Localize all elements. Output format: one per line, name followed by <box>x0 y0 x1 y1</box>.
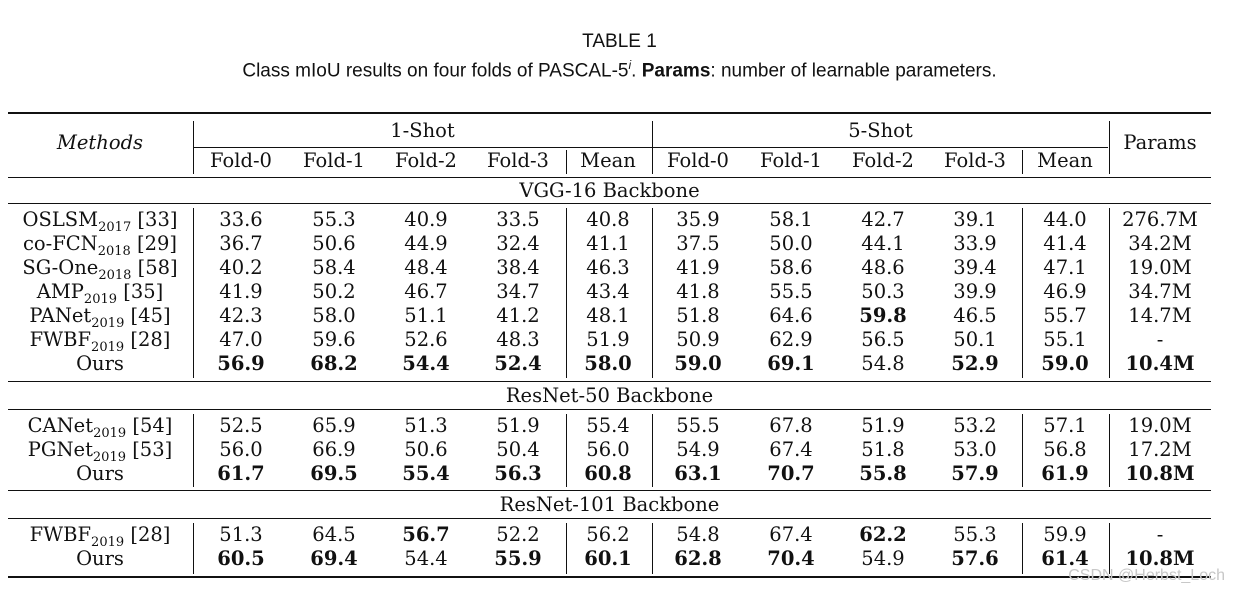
value-cell: 37.5 <box>676 232 720 255</box>
value-cell: 48.1 <box>586 304 630 327</box>
value-cell: 53.2 <box>953 414 997 437</box>
value-cell: 61.7 <box>217 462 265 485</box>
value-cell: 55.5 <box>769 280 813 303</box>
vrule <box>193 208 194 378</box>
method-ref: [28] <box>124 328 171 351</box>
value-cell: 35.9 <box>676 208 720 231</box>
method-label: SG-One <box>22 256 99 279</box>
value-cell: 41.9 <box>219 280 263 303</box>
header-params: Params <box>1123 131 1197 154</box>
value-cell: 48.6 <box>861 256 905 279</box>
value-cell: 54.9 <box>861 547 905 570</box>
header-column: Fold-2 <box>395 149 457 172</box>
value-cell: 55.3 <box>953 523 997 546</box>
method-ref: [33] <box>131 208 178 231</box>
value-cell: 33.9 <box>953 232 997 255</box>
value-cell: 41.1 <box>586 232 630 255</box>
value-cell: 50.3 <box>861 280 905 303</box>
value-cell: 55.4 <box>586 414 630 437</box>
method-label: FWBF <box>29 328 92 351</box>
value-cell: 39.1 <box>953 208 997 231</box>
params-cell: - <box>1156 328 1164 351</box>
method-year: 2019 <box>93 425 127 441</box>
value-cell: 61.4 <box>1041 547 1089 570</box>
value-cell: 40.2 <box>219 256 263 279</box>
section-title: ResNet-101 Backbone <box>499 493 720 516</box>
value-cell: 50.1 <box>953 328 997 351</box>
caption-text-end: : number of learnable parameters. <box>710 60 997 82</box>
method-ref: [29] <box>130 232 178 255</box>
value-cell: 41.4 <box>1043 232 1087 255</box>
value-cell: 60.1 <box>584 547 632 570</box>
value-cell: 50.4 <box>496 438 540 461</box>
value-cell: 56.0 <box>219 438 263 461</box>
caption-superscript: i <box>628 58 632 72</box>
value-cell: 44.9 <box>404 232 448 255</box>
value-cell: 66.9 <box>312 438 356 461</box>
value-cell: 42.3 <box>219 304 263 327</box>
header-column: Mean <box>580 149 636 172</box>
value-cell: 55.1 <box>1043 328 1087 351</box>
header-methods: Methods <box>56 131 144 154</box>
value-cell: 56.9 <box>217 352 265 375</box>
rule-bottom <box>8 576 1211 578</box>
header-column: Fold-3 <box>487 149 549 172</box>
value-cell: 52.2 <box>496 523 540 546</box>
value-cell: 48.3 <box>496 328 540 351</box>
method-year: 2019 <box>92 449 126 465</box>
value-cell: 55.4 <box>402 462 450 485</box>
method-label: Ours <box>76 547 124 570</box>
value-cell: 43.4 <box>586 280 630 303</box>
value-cell: 52.6 <box>404 328 448 351</box>
value-cell: 56.3 <box>494 462 542 485</box>
rule-top <box>8 112 1211 114</box>
params-cell: 19.0M <box>1128 256 1192 279</box>
value-cell: 51.8 <box>861 438 905 461</box>
value-cell: 51.8 <box>676 304 720 327</box>
method-label: PGNet <box>27 438 93 461</box>
value-cell: 55.3 <box>312 208 356 231</box>
value-cell: 48.4 <box>404 256 448 279</box>
value-cell: 55.9 <box>494 547 542 570</box>
value-cell: 46.9 <box>1043 280 1087 303</box>
method-ref: [58] <box>131 256 178 279</box>
method-ref: [53] <box>126 438 173 461</box>
value-cell: 58.4 <box>312 256 356 279</box>
value-cell: 42.7 <box>861 208 905 231</box>
params-cell: 276.7M <box>1122 208 1198 231</box>
method-name <box>8 547 192 571</box>
method-label: FWBF <box>29 523 92 546</box>
value-cell: 58.6 <box>769 256 813 279</box>
value-cell: 54.8 <box>676 523 720 546</box>
value-cell: 33.5 <box>496 208 540 231</box>
value-cell: 50.6 <box>312 232 356 255</box>
method-year: 2019 <box>91 534 125 550</box>
value-cell: 44.0 <box>1043 208 1087 231</box>
method-name <box>8 352 192 376</box>
method-label: co-FCN <box>22 232 98 255</box>
params-cell: 34.2M <box>1128 232 1192 255</box>
header-column: Fold-0 <box>210 149 272 172</box>
caption-text: Class mIoU results on four folds of PASCAL-5 <box>242 60 629 82</box>
value-cell: 57.6 <box>951 547 999 570</box>
params-cell: 10.8M <box>1125 462 1195 485</box>
params-cell: 10.4M <box>1125 352 1195 375</box>
value-cell: 64.6 <box>769 304 813 327</box>
value-cell: 56.8 <box>1043 438 1087 461</box>
method-year: 2019 <box>91 339 125 355</box>
params-cell: 34.7M <box>1128 280 1192 303</box>
value-cell: 54.4 <box>404 547 448 570</box>
method-year: 2017 <box>98 219 132 235</box>
value-cell: 60.5 <box>217 547 265 570</box>
value-cell: 56.7 <box>402 523 450 546</box>
rule-r50 <box>8 381 1211 382</box>
value-cell: 57.9 <box>951 462 999 485</box>
rule-vgg-head <box>8 203 1211 204</box>
value-cell: 53.0 <box>953 438 997 461</box>
vrule <box>193 523 194 574</box>
value-cell: 47.1 <box>1043 256 1087 279</box>
value-cell: 62.2 <box>859 523 907 546</box>
watermark: CSDN @Herbst_Loch <box>1068 567 1225 584</box>
value-cell: 57.1 <box>1043 414 1087 437</box>
value-cell: 59.6 <box>312 328 356 351</box>
rule-r50-head <box>8 409 1211 410</box>
value-cell: 51.9 <box>861 414 905 437</box>
value-cell: 51.9 <box>586 328 630 351</box>
value-cell: 58.0 <box>312 304 356 327</box>
value-cell: 51.1 <box>404 304 448 327</box>
value-cell: 70.4 <box>767 547 815 570</box>
vrule <box>652 208 653 378</box>
value-cell: 46.5 <box>953 304 997 327</box>
value-cell: 44.1 <box>861 232 905 255</box>
value-cell: 54.4 <box>402 352 450 375</box>
method-label: Ours <box>76 352 124 375</box>
value-cell: 54.9 <box>676 438 720 461</box>
value-cell: 40.8 <box>586 208 630 231</box>
value-cell: 59.9 <box>1043 523 1087 546</box>
params-cell: - <box>1156 523 1164 546</box>
value-cell: 41.9 <box>676 256 720 279</box>
value-cell: 55.5 <box>676 414 720 437</box>
vrule <box>193 414 194 487</box>
value-cell: 41.2 <box>496 304 540 327</box>
method-year: 2018 <box>98 267 132 283</box>
header-column: Mean <box>1037 149 1093 172</box>
value-cell: 50.9 <box>676 328 720 351</box>
value-cell: 52.4 <box>494 352 542 375</box>
method-ref: [45] <box>124 304 171 327</box>
rule-r101-head <box>8 518 1211 519</box>
value-cell: 70.7 <box>767 462 815 485</box>
params-cell: 10.8M <box>1125 547 1195 570</box>
value-cell: 50.2 <box>312 280 356 303</box>
value-cell: 32.4 <box>496 232 540 255</box>
value-cell: 38.4 <box>496 256 540 279</box>
value-cell: 34.7 <box>496 280 540 303</box>
value-cell: 67.8 <box>769 414 813 437</box>
value-cell: 59.0 <box>674 352 722 375</box>
table-caption <box>0 54 1239 82</box>
method-label: Ours <box>76 462 124 485</box>
method-label: AMP <box>36 280 84 303</box>
value-cell: 51.9 <box>496 414 540 437</box>
value-cell: 58.1 <box>769 208 813 231</box>
header-column: Fold-3 <box>944 149 1006 172</box>
value-cell: 56.0 <box>586 438 630 461</box>
value-cell: 62.9 <box>769 328 813 351</box>
value-cell: 60.8 <box>584 462 632 485</box>
value-cell: 69.5 <box>310 462 358 485</box>
header-1-shot: 1-Shot <box>390 119 455 142</box>
method-label: PANet <box>29 304 92 327</box>
value-cell: 46.3 <box>586 256 630 279</box>
vrule <box>652 523 653 574</box>
value-cell: 52.5 <box>219 414 263 437</box>
value-cell: 69.4 <box>310 547 358 570</box>
method-ref: [54] <box>126 414 173 437</box>
vrule <box>652 414 653 487</box>
value-cell: 46.7 <box>404 280 448 303</box>
method-year: 2018 <box>97 243 131 259</box>
params-cell: 19.0M <box>1128 414 1192 437</box>
value-cell: 61.9 <box>1041 462 1089 485</box>
value-cell: 36.7 <box>219 232 263 255</box>
value-cell: 56.5 <box>861 328 905 351</box>
value-cell: 47.0 <box>219 328 263 351</box>
value-cell: 58.0 <box>584 352 632 375</box>
value-cell: 65.9 <box>312 414 356 437</box>
params-cell: 14.7M <box>1128 304 1192 327</box>
value-cell: 51.3 <box>404 414 448 437</box>
value-cell: 67.4 <box>769 523 813 546</box>
value-cell: 54.8 <box>861 352 905 375</box>
caption-bold: Params <box>641 60 711 82</box>
value-cell: 68.2 <box>310 352 358 375</box>
header-column: Fold-0 <box>667 149 729 172</box>
value-cell: 55.7 <box>1043 304 1087 327</box>
method-ref: [28] <box>124 523 171 546</box>
value-cell: 64.5 <box>312 523 356 546</box>
method-label: OSLSM <box>22 208 99 231</box>
value-cell: 50.0 <box>769 232 813 255</box>
value-cell: 59.0 <box>1041 352 1089 375</box>
header-5-shot: 5-Shot <box>848 119 913 142</box>
value-cell: 67.4 <box>769 438 813 461</box>
value-cell: 63.1 <box>674 462 722 485</box>
value-cell: 59.8 <box>859 304 907 327</box>
method-name <box>8 462 192 486</box>
value-cell: 52.9 <box>951 352 999 375</box>
caption-text-after: . <box>631 60 642 82</box>
value-cell: 40.9 <box>404 208 448 231</box>
method-year: 2019 <box>83 291 118 307</box>
method-ref: [35] <box>117 280 164 303</box>
value-cell: 69.1 <box>767 352 815 375</box>
value-cell: 50.6 <box>404 438 448 461</box>
section-title: ResNet-50 Backbone <box>505 384 714 407</box>
table-label: TABLE 1 <box>582 31 657 52</box>
header-column: Fold-1 <box>303 149 365 172</box>
method-year: 2019 <box>91 315 125 331</box>
value-cell: 33.6 <box>219 208 263 231</box>
params-cell: 17.2M <box>1128 438 1192 461</box>
section-title: VGG-16 Backbone <box>519 179 700 202</box>
value-cell: 56.2 <box>586 523 630 546</box>
rule-r101 <box>8 490 1211 491</box>
header-column: Fold-1 <box>760 149 822 172</box>
method-label: CANet <box>27 414 94 437</box>
value-cell: 51.3 <box>219 523 263 546</box>
header-column: Fold-2 <box>852 149 914 172</box>
value-cell: 62.8 <box>674 547 722 570</box>
value-cell: 39.9 <box>953 280 997 303</box>
value-cell: 55.8 <box>859 462 907 485</box>
value-cell: 41.8 <box>676 280 720 303</box>
value-cell: 39.4 <box>953 256 997 279</box>
